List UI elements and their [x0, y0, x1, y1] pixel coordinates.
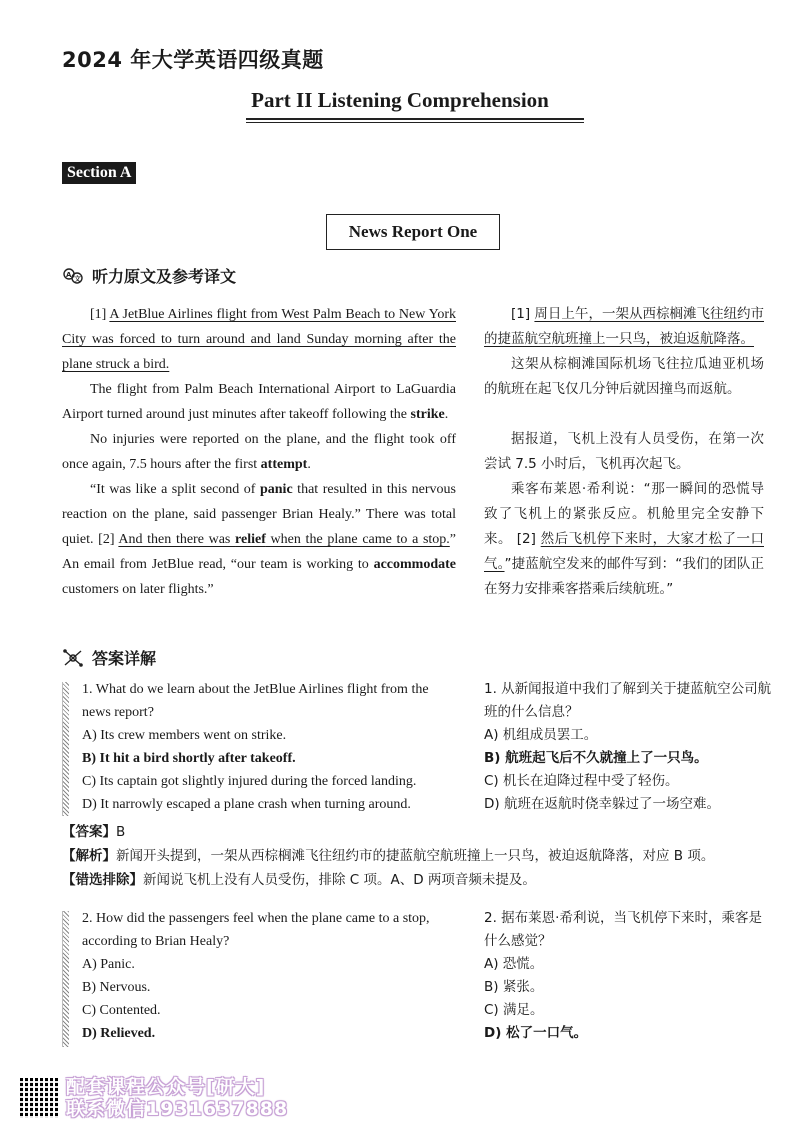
option-c-zh: C) 满足。 — [484, 1002, 544, 1018]
question-1-stem-zh: 1. 从新闻报道中我们了解到关于捷蓝航空公司航班的什么信息？ — [484, 681, 772, 720]
promo-line-2: 联系微信1931637888 — [66, 1098, 289, 1120]
option-a-zh: A) 恐慌。 — [484, 956, 544, 972]
option-c: C) Its captain got slightly injured during the forced landing. — [82, 774, 417, 789]
keyword-strike: strike — [410, 407, 445, 422]
en-paragraph-3: No injuries were reported on the plane, and the flight took off once again, 7.5 hours after the first attempt. — [62, 432, 456, 472]
transcript-heading-text: 听力原文及参考译文 — [92, 267, 237, 286]
answers-heading — [62, 646, 156, 669]
zh-underlined-1: 周日上午，一架从西棕榈滩飞往纽约市的捷蓝航空航班撞上一只鸟，被迫返航降落。 — [484, 306, 764, 347]
en-paragraph-4: “It was like a split second of panic that resulted in this nervous reaction on the plane, said passenger Brian Healy.” There was total quiet. [2] And then there was relief when the plane came to a stop.” An email from JetBlue read, “our team is working to accommodate customers on later flights.” — [62, 482, 457, 597]
answers-heading-text: 答案详解 — [92, 649, 157, 668]
option-b: B) It hit a bird shortly after takeoff. — [82, 751, 296, 766]
question-stripe — [62, 682, 69, 816]
en-underlined-2: And then there was relief when the plane came to a stop. — [118, 532, 450, 547]
section-label: Section A — [62, 162, 136, 184]
headphones-icon — [62, 266, 84, 286]
keyword-accommodate: accommodate — [373, 557, 456, 572]
question-1-chinese — [484, 678, 774, 816]
answer-line: 【答案】B — [62, 824, 126, 840]
question-2-stem-zh: 2. 据布莱恩·希利说，当飞机停下来时，乘客是什么感觉？ — [484, 910, 762, 949]
answer-value: B — [116, 824, 126, 840]
news-title-box: News Report One — [326, 214, 500, 250]
zh-paragraph-1: [1] 周日上午，一架从西棕榈滩飞往纽约市的捷蓝航空航班撞上一只鸟，被迫返航降落。 — [484, 306, 764, 347]
option-c: C) Contented. — [82, 1003, 161, 1018]
question-1 — [62, 678, 782, 820]
part-title: Part II Listening Comprehension — [251, 88, 549, 112]
question-1-english — [82, 678, 458, 816]
qr-code-icon[interactable] — [20, 1078, 60, 1118]
option-d-zh: D) 松了一口气。 — [484, 1025, 588, 1041]
option-a: A) Its crew members went on strike. — [82, 728, 287, 743]
option-c-zh: C) 机长在迫降过程中受了轻伤。 — [484, 773, 679, 789]
question-1-stem: 1. What do we learn about the JetBlue Airlines flight from the news report? — [82, 682, 429, 720]
zh-paragraph-2: 这架从棕榈滩国际机场飞往拉瓜迪亚机场的航班在起飞仅几分钟后就因撞鸟而返航。 — [484, 356, 764, 397]
doc-title: 2024 年大学英语四级真题 — [62, 48, 324, 72]
zh-underlined-2: 然后飞机停下来时，大家才松了一口气。 — [484, 531, 764, 572]
promo-footer — [20, 1076, 288, 1120]
question-2 — [62, 907, 782, 1051]
zh-paragraph-4: 乘客布莱恩·希利说：“那一瞬间的恐慌导致了飞机上的紧张反应。机舱里完全安静下来。 [2] 然后飞机停下来时，大家才松了一口气。”捷蓝航空发来的邮件写到：“我们的团队正在努力安排乘客搭乘后续航班。” — [484, 481, 764, 597]
option-d: D) It narrowly escaped a plane crash when turning around. — [82, 797, 411, 812]
transcript-chinese — [484, 302, 764, 602]
option-a: A) Panic. — [82, 957, 135, 972]
promo-text — [66, 1076, 288, 1120]
zh-paragraph-3: 据报道，飞机上没有人员受伤，在第一次尝试 7.5 小时后，飞机再次起飞。 — [484, 431, 764, 472]
question-2-stem: 2. How did the passengers feel when the plane came to a stop, according to Brian Healy? — [82, 911, 430, 949]
svg-text:A: A — [66, 270, 72, 279]
question-2-english — [82, 907, 458, 1045]
promo-line-1: 配套课程公众号[研大] — [66, 1076, 266, 1098]
title-rule — [246, 118, 584, 120]
transcript-english — [62, 302, 456, 602]
option-d-zh: D) 航班在返航时侥幸躲过了一场空难。 — [484, 796, 720, 812]
en-underlined-1: A JetBlue Airlines flight from West Palm Beach to New York City was forced to turn around and land Sunday morning after the plane struck a bird. — [62, 307, 456, 372]
title-rule-thin — [246, 122, 584, 123]
option-b: B) Nervous. — [82, 980, 151, 995]
keyword-panic: panic — [259, 482, 293, 497]
question-2-chinese — [484, 907, 774, 1045]
en-paragraph-1: [1] A JetBlue Airlines flight from West Palm Beach to New York City was forced to turn around and land Sunday morning after the plane struck a bird. — [62, 307, 456, 372]
option-b-zh: B) 航班起飞后不久就撞上了一只鸟。 — [484, 750, 708, 766]
svg-text:文: 文 — [74, 274, 81, 283]
question-stripe — [62, 911, 69, 1047]
keyword-attempt: attempt — [260, 457, 308, 472]
keyword-relief: relief — [235, 532, 266, 547]
transcript-heading — [62, 264, 236, 287]
analysis-line: 【解析】新闻开头提到，一架从西棕榈滩飞往纽约市的捷蓝航空航班撞上一只鸟，被迫返航降落，对应 B 项。 — [62, 848, 715, 864]
option-d: D) Relieved. — [82, 1026, 156, 1041]
elimination-line: 【错选排除】新闻说飞机上没有人员受伤，排除 C 项。A、D 两项音频未提及。 — [62, 872, 536, 888]
en-paragraph-2: The flight from Palm Beach International Airport to LaGuardia Airport turned around just minutes after takeoff following the strike. — [62, 382, 456, 422]
analysis-icon — [62, 648, 84, 668]
option-a-zh: A) 机组成员罢工。 — [484, 727, 598, 743]
option-b-zh: B) 紧张。 — [484, 979, 544, 995]
answer-explanation-1 — [62, 820, 762, 892]
